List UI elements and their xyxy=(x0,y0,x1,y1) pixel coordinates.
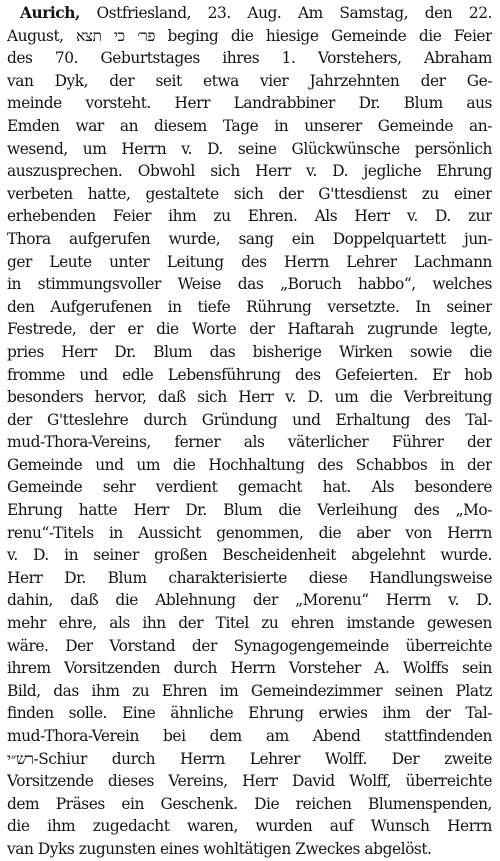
article-line: finden solle. Eine ähnliche Ehrung erwies ihm der Tal- xyxy=(7,704,492,723)
article-line: verbeten hatte, gestaltete sich der G'ttesdienst zu einer xyxy=(7,184,492,203)
article-line xyxy=(7,2,492,25)
article-line: Emden war an diesem Tage in unserer Gemeinde an- xyxy=(7,116,492,135)
article-line: van Dyks zugunsten eines wohltätigen Zweckes abgelöst. xyxy=(7,839,432,858)
article-line: besonders hervor, daß sich Herr v. D. um die Verbreitung xyxy=(7,388,492,407)
article-line: erhebenden Feier ihm zu Ehren. Als Herr v. D. zur xyxy=(7,207,492,226)
article-line: die ihm zugedacht waren, wurden auf Wunsch Herrn xyxy=(7,817,492,836)
article-line: Herr Dr. Blum charakterisierte diese Handlungsweise xyxy=(7,568,492,587)
article-line: auszusprechen. Obwohl sich Herr v. D. jegliche Ehrung xyxy=(7,162,492,181)
article-line: van Dyk, der seit etwa vier Jahrzehnten der Ge- xyxy=(7,71,492,90)
article-line: Gemeinde und um die Hochhaltung des Schabbos in der xyxy=(7,455,492,474)
article-line: meinde vorsteht. Herr Landrabbiner Dr. Blum aus xyxy=(7,94,492,113)
article-line: des 70. Geburtstages ihres 1. Vorstehers, Abraham xyxy=(7,49,492,68)
article-line: den Aufgerufenen in tiefe Rührung versetzte. In seiner xyxy=(7,297,492,316)
article-line: Vorsitzende dieses Vereins, Herr David Wolff, überreichte xyxy=(7,772,492,791)
article-line: ihrem Vorsitzenden durch Herrn Vorsteher A. Wolffs sein xyxy=(7,659,492,678)
article-line: ger Leute unter Leitung des Herrn Lehrer Lachmann xyxy=(7,252,492,271)
article-line: Bild, das ihm zu Ehren im Gemeindezimmer seinen Platz xyxy=(7,681,492,700)
article-line: wäre. Der Vorstand der Synagogengemeinde überreichte xyxy=(7,636,492,655)
article-line: dem Präses ein Geschenk. Die reichen Blumenspenden, xyxy=(7,794,492,813)
article-line: v. D. in seiner großen Bescheidenheit abgelehnt wurde. xyxy=(7,546,492,565)
dateline-text: Ostfriesland, 23. Aug. Am Samstag, den 22. xyxy=(79,4,492,22)
article-line: mehr ehre, als ihn der Titel zu ehren imstande gewesen xyxy=(7,614,492,633)
article-line: Gemeinde sehr verdient gemacht hat. Als besondere xyxy=(7,478,492,497)
article-line: Festrede, der er die Worte der Haftarah zugrunde legte, xyxy=(7,320,492,339)
article-line: רש״י-Schiur durch Herrn Lehrer Wolff. Der zweite xyxy=(7,749,492,768)
article-line: Thora aufgerufen wurde, sang ein Doppelquartett jun- xyxy=(7,229,492,248)
article-line: der G'tteslehre durch Gründung und Erhaltung des Tal- xyxy=(7,410,492,429)
article-line: Ehrung hatte Herr Dr. Blum die Verleihung des „Mo- xyxy=(7,501,492,520)
article-line: dahin, daß die Ablehnung der „Morenu“ Herrn v. D. xyxy=(7,591,492,610)
article-line: wesend, um Herrn v. D. seine Glückwünsche persönlich xyxy=(7,139,492,158)
article-line: fromme und edle Lebensführung des Gefeierten. Er hob xyxy=(7,365,492,384)
article-line: pries Herr Dr. Blum das bisherige Wirken sowie die xyxy=(7,342,492,361)
article-line: renu“-Titels in Aussicht genommen, die aber von Herrn xyxy=(7,523,492,542)
dateline-place: Aurich, xyxy=(20,4,80,22)
article-line: mud-Thora-Verein bei dem am Abend stattfindenden xyxy=(7,727,492,745)
article-line: in stimmungsvoller Weise das „Boruch habbo“, welches xyxy=(7,275,492,294)
article-line: August, פר׳ כי תצא beging die hiesige Gemeinde die Feier xyxy=(7,26,492,45)
article-line: mud-Thora-Vereins, ferner als väterlicher Führer der xyxy=(7,433,492,452)
